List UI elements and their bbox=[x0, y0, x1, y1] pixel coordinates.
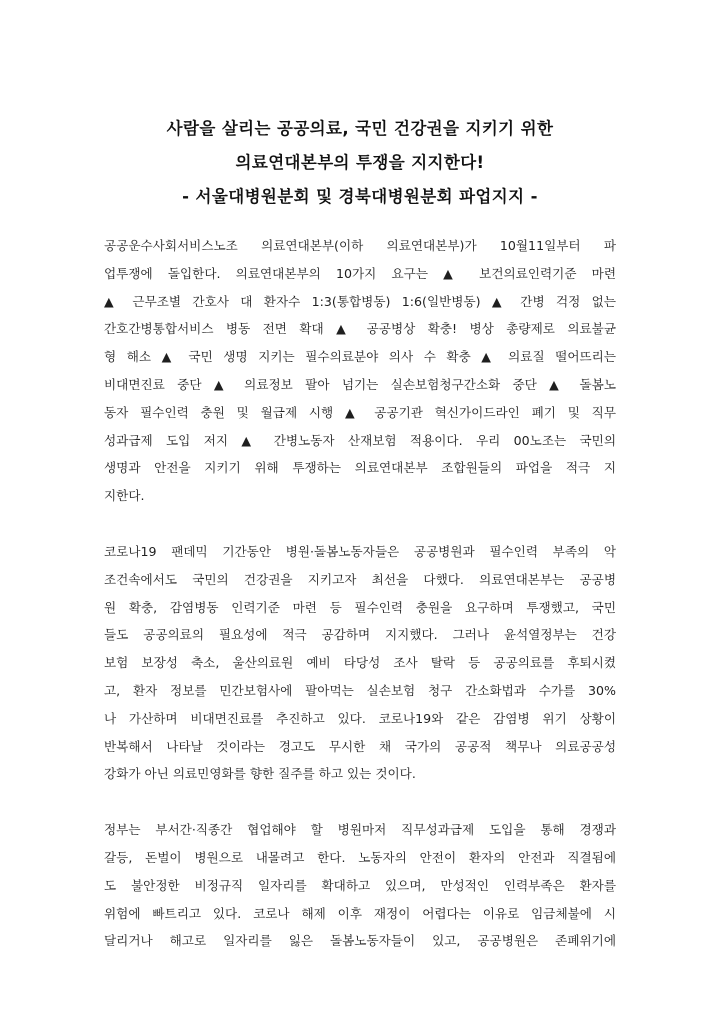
paragraph-line: 갈등, 돈벌이 병원으로 내몰려고 한다. 노동자의 안전이 환자의 안전과 직결됨에 bbox=[104, 849, 616, 865]
paragraph-line: 위험에 빠트리고 있다. 코로나 해제 이후 재정이 어렵다는 이유로 임금체불에 시 bbox=[104, 905, 616, 921]
paragraph-line: 반복해서 나타날 것이라는 경고도 무시한 채 국가의 공공적 책무나 의료공공성 bbox=[104, 738, 616, 754]
paragraph-1 bbox=[104, 232, 616, 510]
paragraph-line: 동자 필수인력 충원 및 월급제 시행 ▲ 공공기관 혁신가이드라인 폐기 및 직무 bbox=[104, 404, 616, 420]
paragraph-line: 나 가산하며 비대면진료를 추진하고 있다. 코로나19와 같은 감염병 위기 상황이 bbox=[104, 710, 616, 726]
paragraph-line: 코로나19 팬데믹 기간동안 병원·돌봄노동자들은 공공병원과 필수인력 부족의 악 bbox=[104, 543, 616, 559]
paragraph-line: ▲ 근무조별 간호사 대 환자수 1:3(통합병동) 1:6(일반병동) ▲ 간병 걱정 없는 bbox=[104, 293, 616, 309]
paragraph-line: 원 확충, 감염병동 인력기준 마련 등 필수인력 충원을 요구하며 투쟁했고, 국민 bbox=[104, 599, 616, 615]
paragraph-line: 비대면진료 중단 ▲ 의료정보 팔아 넘기는 실손보험청구간소화 중단 ▲ 돌봄노 bbox=[104, 376, 616, 392]
document-body bbox=[104, 232, 616, 983]
document-title bbox=[0, 112, 720, 214]
paragraph-line: 달리거나 해고로 일자리를 잃은 돌봄노동자들이 있고, 공공병원은 존폐위기에 bbox=[104, 933, 616, 949]
paragraph-line: 성과급제 도입 저지 ▲ 간병노동자 산재보험 적용이다. 우리 00노조는 국민의 bbox=[104, 432, 616, 448]
paragraph-2 bbox=[104, 538, 616, 788]
paragraph-line: 도 불안정한 비정규직 일자리를 확대하고 있으며, 만성적인 인력부족은 환자를 bbox=[104, 877, 616, 893]
paragraph-line: 공공운수사회서비스노조 의료연대본부(이하 의료연대본부)가 10월11일부터 파 bbox=[104, 238, 616, 253]
paragraph-line: 강화가 아닌 의료민영화를 향한 질주를 하고 있는 것이다. bbox=[104, 766, 416, 782]
paragraph-line: 고, 환자 정보를 민간보험사에 팔아먹는 실손보험 청구 간소화법과 수가를 30% bbox=[104, 682, 616, 698]
paragraph-line: 들도 공공의료의 필요성에 적극 공감하며 지지했다. 그러나 윤석열정부는 건강 bbox=[104, 627, 616, 643]
title-subtitle: - 서울대병원분회 및 경북대병원분회 파업지지 - bbox=[182, 187, 538, 206]
title-line-2: 의료연대본부의 투쟁을 지지한다! bbox=[235, 153, 485, 172]
paragraph-line: 간호간병통합서비스 병동 전면 확대 ▲ 공공병상 확충! 병상 총량제로 의료불균 bbox=[104, 321, 616, 337]
paragraph-line: 형 해소 ▲ 국민 생명 지키는 필수의료분야 의사 수 확충 ▲ 의료질 떨어뜨리는 bbox=[104, 349, 616, 365]
paragraph-line: 생명과 안전을 지키기 위해 투쟁하는 의료연대본부 조합원들의 파업을 적극 지 bbox=[104, 460, 616, 476]
paragraph-line: 업투쟁에 돌입한다. 의료연대본부의 10가지 요구는 ▲ 보건의료인력기준 마련 bbox=[104, 265, 616, 281]
paragraph-line: 보험 보장성 축소, 울산의료원 예비 타당성 조사 탈락 등 공공의료를 후퇴시켰 bbox=[104, 655, 616, 671]
paragraph-line: 조건속에서도 국민의 건강권을 지키고자 최선을 다했다. 의료연대본부는 공공병 bbox=[104, 571, 616, 587]
paragraph-line: 정부는 부서간·직종간 협업해야 할 병원마저 직무성과급제 도입을 통해 경쟁과 bbox=[104, 822, 616, 838]
paragraph-3 bbox=[104, 816, 616, 955]
paragraph-line: 지한다. bbox=[104, 488, 145, 504]
title-line-1: 사람을 살리는 공공의료, 국민 건강권을 지키기 위한 bbox=[166, 119, 554, 138]
